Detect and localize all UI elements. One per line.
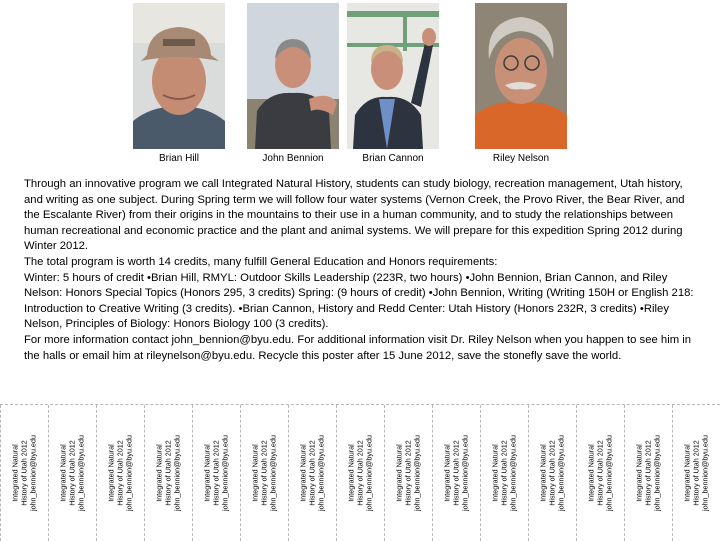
tear-off-tab[interactable]: Integrated Natural History of Utah 2012 john_bennion@byu.edu <box>576 405 623 541</box>
contact-paragraph: For more information contact john_bennion@byu.edu. For additional information visit Dr. Riley Nelson when you happen to see him in the halls or email him at rileynelson@byu.edu. Recycle this poster after 15 June 2012, save the stonefly save the world. <box>24 333 692 362</box>
tear-off-tab[interactable]: Integrated Natural History of Utah 2012 john_bennion@byu.edu <box>624 405 671 541</box>
course-list: Winter: 5 hours of credit •Brian Hill, RMYL: Outdoor Skills Leadership (223R, two hours) •John Bennion, Brian Cannon, and Riley Nelson: Honors Special Topics (Honors 295, 3 credits) Spring: (9 hours of credit) •John Bennion, Writing (Writing 150H or English 218: Introduction to Creative Writing (3 credits). •Brian Cannon, History and Redd Center: Utah History (Honors 232R, 3 credits) •Riley Nelson, Principles of Biology: Honors Biology 100 (3 credits). <box>24 271 694 331</box>
caption-brian-cannon: Brian Cannon <box>362 153 424 164</box>
caption-brian-hill: Brian Hill <box>158 153 199 164</box>
tear-off-tab[interactable]: Integrated Natural History of Utah 2012 john_bennion@byu.edu <box>96 405 143 541</box>
tear-off-tabs <box>0 404 720 541</box>
portrait-photo-riley-nelson <box>475 3 567 149</box>
tear-off-tab[interactable]: Integrated Natural History of Utah 2012 john_bennion@byu.edu <box>432 405 479 541</box>
tear-off-tab[interactable]: Integrated Natural History of Utah 2012 john_bennion@byu.edu <box>672 405 719 541</box>
caption-riley-nelson: Riley Nelson <box>492 153 550 164</box>
portrait-photo-john-bennion <box>247 3 339 149</box>
portrait-photo-brian-cannon <box>347 3 439 149</box>
tear-off-tab[interactable]: Integrated Natural History of Utah 2012 john_bennion@byu.edu <box>480 405 527 541</box>
program-description <box>24 177 700 364</box>
tear-off-tab[interactable]: Integrated Natural History of Utah 2012 john_bennion@byu.edu <box>288 405 335 541</box>
tear-off-tab[interactable]: Integrated Natural History of Utah 2012 john_bennion@byu.edu <box>240 405 287 541</box>
tear-off-tab[interactable]: Integrated Natural History of Utah 2012 john_bennion@byu.edu <box>0 405 47 541</box>
portrait-row <box>131 3 550 168</box>
tear-off-tab[interactable]: Integrated Natural History of Utah 2012 john_bennion@byu.edu <box>144 405 191 541</box>
intro-paragraph: Through an innovative program we call Integrated Natural History, students can study biology, recreation management, Utah history, and writing as one subject. During Spring term we will follow four water systems (Vernon Creek, the Provo River, the Bear River, and the Escalante River) from their origins in the mountains to their use in a human community, and to study the relationships between human recreational and economic practice and the plant and animal systems. We will prepare for this expedition Spring 2012 during Winter 2012. <box>24 178 685 253</box>
tear-off-tab[interactable]: Integrated Natural History of Utah 2012 john_bennion@byu.edu <box>192 405 239 541</box>
tear-off-tab[interactable]: Integrated Natural History of Utah 2012 john_bennion@byu.edu <box>528 405 575 541</box>
credits-summary: The total program is worth 14 credits, many fulfill General Education and Honors requirements: <box>24 255 498 268</box>
tear-off-tab[interactable]: Integrated Natural History of Utah 2012 john_bennion@byu.edu <box>336 405 383 541</box>
portrait-photo-brian-hill <box>133 3 225 149</box>
tear-off-tab[interactable]: Integrated Natural History of Utah 2012 john_bennion@byu.edu <box>384 405 431 541</box>
caption-john-bennion: John Bennion <box>262 153 324 164</box>
tear-off-tab[interactable]: Integrated Natural History of Utah 2012 john_bennion@byu.edu <box>48 405 95 541</box>
